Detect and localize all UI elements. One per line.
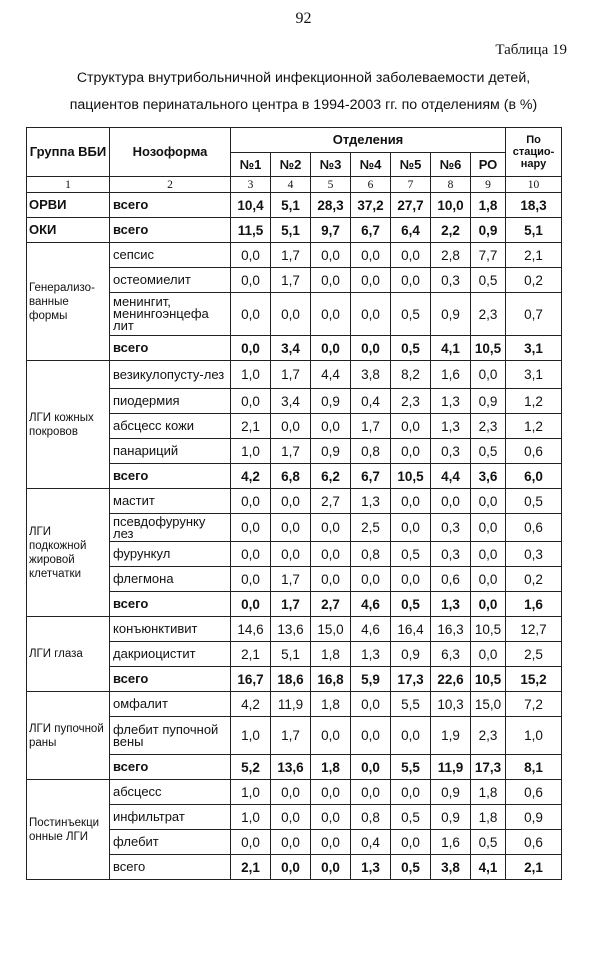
nozoform-cell: всего	[110, 193, 231, 218]
dept-value-cell: 2,3	[471, 717, 506, 755]
dept-value-cell: 0,0	[391, 489, 431, 514]
dept-value-cell: 10,4	[231, 193, 271, 218]
dept-value-cell: 11,9	[431, 755, 471, 780]
dept-value-cell: 1,3	[351, 855, 391, 880]
dept-value-cell: 27,7	[391, 193, 431, 218]
total-value-cell: 12,7	[506, 617, 562, 642]
total-value-cell: 0,6	[506, 439, 562, 464]
header-total: По стацио-нару	[506, 128, 562, 177]
header-dept-col: №4	[351, 153, 391, 177]
dept-value-cell: 17,3	[391, 667, 431, 692]
dept-value-cell: 0,0	[311, 830, 351, 855]
dept-value-cell: 0,0	[391, 830, 431, 855]
dept-value-cell: 3,8	[351, 361, 391, 389]
total-value-cell: 3,1	[506, 361, 562, 389]
dept-value-cell: 0,0	[231, 268, 271, 293]
group-cell: Постинъекци онные ЛГИ	[27, 780, 110, 880]
dept-value-cell: 0,0	[231, 336, 271, 361]
dept-value-cell: 3,6	[471, 464, 506, 489]
dept-value-cell: 0,0	[471, 361, 506, 389]
nozoform-cell: флебит пупочной вены	[110, 717, 231, 755]
dept-value-cell: 0,9	[391, 642, 431, 667]
group-cell: ОРВИ	[27, 193, 110, 218]
total-value-cell: 3,1	[506, 336, 562, 361]
dept-value-cell: 1,6	[431, 830, 471, 855]
total-value-cell: 18,3	[506, 193, 562, 218]
dept-value-cell: 1,0	[231, 717, 271, 755]
nozoform-cell: флебит	[110, 830, 231, 855]
table-body	[27, 193, 562, 880]
dept-value-cell: 0,0	[271, 514, 311, 542]
dept-value-cell: 1,7	[271, 268, 311, 293]
dept-value-cell: 1,8	[471, 780, 506, 805]
header-dept-col: №5	[391, 153, 431, 177]
dept-value-cell: 0,0	[471, 642, 506, 667]
column-index-cell: 7	[391, 177, 431, 193]
total-value-cell: 0,7	[506, 293, 562, 336]
dept-value-cell: 1,0	[231, 805, 271, 830]
dept-value-cell: 2,3	[471, 293, 506, 336]
dept-value-cell: 1,7	[271, 439, 311, 464]
nozoform-cell: дакриоцистит	[110, 642, 231, 667]
dept-value-cell: 0,9	[471, 389, 506, 414]
total-value-cell: 0,9	[506, 805, 562, 830]
table-row	[27, 617, 562, 642]
dept-value-cell: 1,0	[231, 780, 271, 805]
total-value-cell: 1,0	[506, 717, 562, 755]
dept-value-cell: 10,0	[431, 193, 471, 218]
dept-value-cell: 0,5	[391, 592, 431, 617]
dept-value-cell: 0,4	[351, 389, 391, 414]
header-dept-col: №6	[431, 153, 471, 177]
table-row	[27, 361, 562, 389]
dept-value-cell: 0,3	[431, 268, 471, 293]
dept-value-cell: 0,9	[471, 218, 506, 243]
total-value-cell: 8,1	[506, 755, 562, 780]
dept-value-cell: 0,0	[311, 717, 351, 755]
dept-value-cell: 0,0	[391, 780, 431, 805]
dept-value-cell: 0,0	[471, 514, 506, 542]
dept-value-cell: 0,5	[391, 805, 431, 830]
dept-value-cell: 8,2	[391, 361, 431, 389]
dept-value-cell: 0,0	[391, 567, 431, 592]
dept-value-cell: 4,4	[431, 464, 471, 489]
total-value-cell: 1,2	[506, 389, 562, 414]
dept-value-cell: 1,7	[271, 243, 311, 268]
dept-value-cell: 2,1	[231, 414, 271, 439]
total-value-cell: 5,1	[506, 218, 562, 243]
dept-value-cell: 0,0	[271, 293, 311, 336]
header-group: Группа ВБИ	[27, 128, 110, 177]
nozoform-cell: инфильтрат	[110, 805, 231, 830]
column-index-cell: 2	[110, 177, 231, 193]
dept-value-cell: 0,5	[391, 855, 431, 880]
nozoform-cell: всего	[110, 855, 231, 880]
dept-value-cell: 2,7	[311, 489, 351, 514]
table-row	[27, 193, 562, 218]
dept-value-cell: 0,0	[271, 830, 311, 855]
dept-value-cell: 5,5	[391, 692, 431, 717]
group-cell: ЛГИ глаза	[27, 617, 110, 692]
dept-value-cell: 0,0	[231, 592, 271, 617]
dept-value-cell: 0,8	[351, 439, 391, 464]
dept-value-cell: 0,5	[471, 439, 506, 464]
dept-value-cell: 16,4	[391, 617, 431, 642]
total-value-cell: 1,6	[506, 592, 562, 617]
column-index-cell: 9	[471, 177, 506, 193]
total-value-cell: 0,5	[506, 489, 562, 514]
total-value-cell: 0,2	[506, 268, 562, 293]
nozoform-cell: омфалит	[110, 692, 231, 717]
dept-value-cell: 37,2	[351, 193, 391, 218]
dept-value-cell: 0,0	[231, 830, 271, 855]
dept-value-cell: 0,0	[351, 268, 391, 293]
dept-value-cell: 0,3	[431, 514, 471, 542]
dept-value-cell: 0,0	[271, 542, 311, 567]
dept-value-cell: 11,5	[231, 218, 271, 243]
header-dept-col: №2	[271, 153, 311, 177]
dept-value-cell: 6,8	[271, 464, 311, 489]
dept-value-cell: 1,7	[351, 414, 391, 439]
table-caption-line-1: Структура внутрибольничной инфекционной заболеваемости детей,	[76, 70, 531, 86]
dept-value-cell: 9,7	[311, 218, 351, 243]
nozoform-cell: всего	[110, 464, 231, 489]
dept-value-cell: 0,3	[431, 542, 471, 567]
dept-value-cell: 16,3	[431, 617, 471, 642]
dept-value-cell: 1,6	[431, 361, 471, 389]
nozoform-cell: флегмона	[110, 567, 231, 592]
dept-value-cell: 10,3	[431, 692, 471, 717]
dept-value-cell: 13,6	[271, 755, 311, 780]
dept-value-cell: 5,9	[351, 667, 391, 692]
dept-value-cell: 18,6	[271, 667, 311, 692]
dept-value-cell: 0,0	[311, 514, 351, 542]
dept-value-cell: 0,0	[271, 855, 311, 880]
dept-value-cell: 0,0	[311, 268, 351, 293]
dept-value-cell: 0,0	[311, 780, 351, 805]
dept-value-cell: 17,3	[471, 755, 506, 780]
dept-value-cell: 4,1	[471, 855, 506, 880]
dept-value-cell: 13,6	[271, 617, 311, 642]
nozoform-cell: всего	[110, 336, 231, 361]
dept-value-cell: 16,8	[311, 667, 351, 692]
dept-value-cell: 1,8	[471, 193, 506, 218]
nozoform-cell: всего	[110, 592, 231, 617]
dept-value-cell: 1,7	[271, 567, 311, 592]
dept-value-cell: 0,9	[431, 293, 471, 336]
nozoform-cell: абсцесс	[110, 780, 231, 805]
dept-value-cell: 10,5	[391, 464, 431, 489]
nozoform-cell: сепсис	[110, 243, 231, 268]
dept-value-cell: 1,9	[431, 717, 471, 755]
dept-value-cell: 4,6	[351, 617, 391, 642]
dept-value-cell: 6,7	[351, 218, 391, 243]
dept-value-cell: 0,4	[351, 830, 391, 855]
dept-value-cell: 10,5	[471, 336, 506, 361]
table-row	[27, 692, 562, 717]
dept-value-cell: 3,4	[271, 389, 311, 414]
dept-value-cell: 4,2	[231, 692, 271, 717]
dept-value-cell: 10,5	[471, 667, 506, 692]
dept-value-cell: 2,5	[351, 514, 391, 542]
dept-value-cell: 0,0	[351, 755, 391, 780]
dept-value-cell: 15,0	[471, 692, 506, 717]
nozoform-cell: всего	[110, 667, 231, 692]
dept-value-cell: 6,3	[431, 642, 471, 667]
dept-value-cell: 0,0	[311, 336, 351, 361]
total-value-cell: 7,2	[506, 692, 562, 717]
dept-value-cell: 2,3	[471, 414, 506, 439]
dept-value-cell: 14,6	[231, 617, 271, 642]
dept-value-cell: 6,7	[351, 464, 391, 489]
dept-value-cell: 2,8	[431, 243, 471, 268]
header-index-row	[27, 177, 562, 193]
dept-value-cell: 1,8	[471, 805, 506, 830]
dept-value-cell: 2,3	[391, 389, 431, 414]
dept-value-cell: 1,7	[271, 717, 311, 755]
dept-value-cell: 15,0	[311, 617, 351, 642]
dept-value-cell: 4,2	[231, 464, 271, 489]
dept-value-cell: 0,0	[391, 439, 431, 464]
total-value-cell: 15,2	[506, 667, 562, 692]
dept-value-cell: 4,6	[351, 592, 391, 617]
column-index-cell: 1	[27, 177, 110, 193]
dept-value-cell: 0,5	[471, 830, 506, 855]
dept-value-cell: 4,4	[311, 361, 351, 389]
dept-value-cell: 0,0	[391, 268, 431, 293]
dept-value-cell: 0,0	[311, 855, 351, 880]
dept-value-cell: 3,8	[431, 855, 471, 880]
dept-value-cell: 1,0	[231, 439, 271, 464]
group-cell: ЛГИ пупочной раны	[27, 692, 110, 780]
dept-value-cell: 1,0	[231, 361, 271, 389]
total-value-cell: 2,5	[506, 642, 562, 667]
dept-value-cell: 0,0	[351, 717, 391, 755]
dept-value-cell: 0,0	[311, 567, 351, 592]
total-value-cell: 0,6	[506, 780, 562, 805]
column-index-cell: 10	[506, 177, 562, 193]
dept-value-cell: 0,0	[351, 692, 391, 717]
dept-value-cell: 1,3	[351, 489, 391, 514]
dept-value-cell: 28,3	[311, 193, 351, 218]
dept-value-cell: 3,4	[271, 336, 311, 361]
dept-value-cell: 0,9	[311, 439, 351, 464]
dept-value-cell: 5,5	[391, 755, 431, 780]
dept-value-cell: 1,3	[431, 592, 471, 617]
dept-value-cell: 5,1	[271, 642, 311, 667]
column-index-cell: 4	[271, 177, 311, 193]
dept-value-cell: 6,2	[311, 464, 351, 489]
dept-value-cell: 0,9	[431, 805, 471, 830]
dept-value-cell: 0,0	[231, 293, 271, 336]
table-row	[27, 243, 562, 268]
dept-value-cell: 0,0	[471, 542, 506, 567]
nozoform-cell: остеомиелит	[110, 268, 231, 293]
dept-value-cell: 0,0	[231, 389, 271, 414]
table-row	[27, 489, 562, 514]
dept-value-cell: 0,0	[311, 805, 351, 830]
dept-value-cell: 1,3	[351, 642, 391, 667]
dept-value-cell: 1,7	[271, 361, 311, 389]
total-value-cell: 1,2	[506, 414, 562, 439]
dept-value-cell: 0,0	[231, 243, 271, 268]
group-cell: ОКИ	[27, 218, 110, 243]
dept-value-cell: 22,6	[431, 667, 471, 692]
column-index-cell: 8	[431, 177, 471, 193]
total-value-cell: 6,0	[506, 464, 562, 489]
dept-value-cell: 10,5	[471, 617, 506, 642]
page-number: 92	[295, 10, 312, 27]
dept-value-cell: 0,0	[231, 542, 271, 567]
dept-value-cell: 1,8	[311, 642, 351, 667]
dept-value-cell: 0,0	[431, 489, 471, 514]
dept-value-cell: 0,0	[231, 514, 271, 542]
nozoform-cell: пиодермия	[110, 389, 231, 414]
dept-value-cell: 0,5	[471, 268, 506, 293]
dept-value-cell: 0,0	[391, 414, 431, 439]
nozoform-cell: всего	[110, 755, 231, 780]
total-value-cell: 2,1	[506, 243, 562, 268]
dept-value-cell: 7,7	[471, 243, 506, 268]
dept-value-cell: 0,0	[231, 489, 271, 514]
dept-value-cell: 0,8	[351, 805, 391, 830]
dept-value-cell: 5,1	[271, 218, 311, 243]
dept-value-cell: 0,0	[351, 293, 391, 336]
dept-value-cell: 6,4	[391, 218, 431, 243]
dept-value-cell: 0,0	[311, 414, 351, 439]
dept-value-cell: 2,1	[231, 642, 271, 667]
total-value-cell: 0,3	[506, 542, 562, 567]
dept-value-cell: 0,0	[351, 243, 391, 268]
dept-value-cell: 0,0	[471, 489, 506, 514]
nozoform-cell: мастит	[110, 489, 231, 514]
table-row	[27, 780, 562, 805]
total-value-cell: 0,2	[506, 567, 562, 592]
dept-value-cell: 0,5	[391, 336, 431, 361]
dept-value-cell: 1,7	[271, 592, 311, 617]
dept-value-cell: 0,0	[391, 717, 431, 755]
table-row	[27, 218, 562, 243]
nozoform-cell: менингит, менингоэнцефа лит	[110, 293, 231, 336]
dept-value-cell: 0,0	[271, 414, 311, 439]
dept-value-cell: 5,1	[271, 193, 311, 218]
dept-value-cell: 1,3	[431, 389, 471, 414]
dept-value-cell: 0,0	[351, 780, 391, 805]
nozoform-cell: панариций	[110, 439, 231, 464]
dept-value-cell: 0,9	[431, 780, 471, 805]
nozoform-cell: всего	[110, 218, 231, 243]
header-dept-col: №1	[231, 153, 271, 177]
nozoform-cell: конъюнктивит	[110, 617, 231, 642]
header-dept-col: №3	[311, 153, 351, 177]
dept-value-cell: 2,1	[231, 855, 271, 880]
dept-value-cell: 5,2	[231, 755, 271, 780]
dept-value-cell: 2,7	[311, 592, 351, 617]
dept-value-cell: 16,7	[231, 667, 271, 692]
group-cell: ЛГИ подкожной жировой клетчатки	[27, 489, 110, 617]
total-value-cell: 2,1	[506, 855, 562, 880]
dept-value-cell: 0,5	[391, 293, 431, 336]
group-cell: Генерализо-ванные формы	[27, 243, 110, 361]
dept-value-cell: 1,8	[311, 755, 351, 780]
total-value-cell: 0,6	[506, 514, 562, 542]
dept-value-cell: 0,0	[231, 567, 271, 592]
column-index-cell: 3	[231, 177, 271, 193]
dept-value-cell: 0,6	[431, 567, 471, 592]
dept-value-cell: 0,0	[271, 780, 311, 805]
dept-value-cell: 0,0	[471, 592, 506, 617]
dept-value-cell: 0,0	[311, 293, 351, 336]
column-index-cell: 5	[311, 177, 351, 193]
dept-value-cell: 0,0	[391, 243, 431, 268]
table-label: Таблица 19	[495, 42, 567, 58]
total-value-cell: 0,6	[506, 830, 562, 855]
infection-structure-table	[26, 127, 562, 880]
group-cell: ЛГИ кожных покровов	[27, 361, 110, 489]
dept-value-cell: 0,3	[431, 439, 471, 464]
dept-value-cell: 0,9	[311, 389, 351, 414]
dept-value-cell: 0,0	[311, 243, 351, 268]
dept-value-cell: 0,0	[271, 805, 311, 830]
dept-value-cell: 0,0	[471, 567, 506, 592]
dept-value-cell: 1,3	[431, 414, 471, 439]
header-departments: Отделения	[231, 128, 506, 153]
dept-value-cell: 0,0	[391, 514, 431, 542]
header-nozoform: Нозоформа	[110, 128, 231, 177]
nozoform-cell: везикулопусту-лез	[110, 361, 231, 389]
dept-value-cell: 0,0	[351, 567, 391, 592]
dept-value-cell: 0,8	[351, 542, 391, 567]
table-caption-line-2: пациентов перинатального центра в 1994-2003 гг. по отделениям (в %)	[69, 97, 538, 113]
nozoform-cell: фурункул	[110, 542, 231, 567]
dept-value-cell: 2,2	[431, 218, 471, 243]
nozoform-cell: абсцесс кожи	[110, 414, 231, 439]
nozoform-cell: псевдофурунку лез	[110, 514, 231, 542]
dept-value-cell: 1,8	[311, 692, 351, 717]
dept-value-cell: 0,5	[391, 542, 431, 567]
dept-value-cell: 11,9	[271, 692, 311, 717]
header-dept-col: РО	[471, 153, 506, 177]
dept-value-cell: 0,0	[311, 542, 351, 567]
column-index-cell: 6	[351, 177, 391, 193]
dept-value-cell: 0,0	[351, 336, 391, 361]
dept-value-cell: 0,0	[271, 489, 311, 514]
dept-value-cell: 4,1	[431, 336, 471, 361]
